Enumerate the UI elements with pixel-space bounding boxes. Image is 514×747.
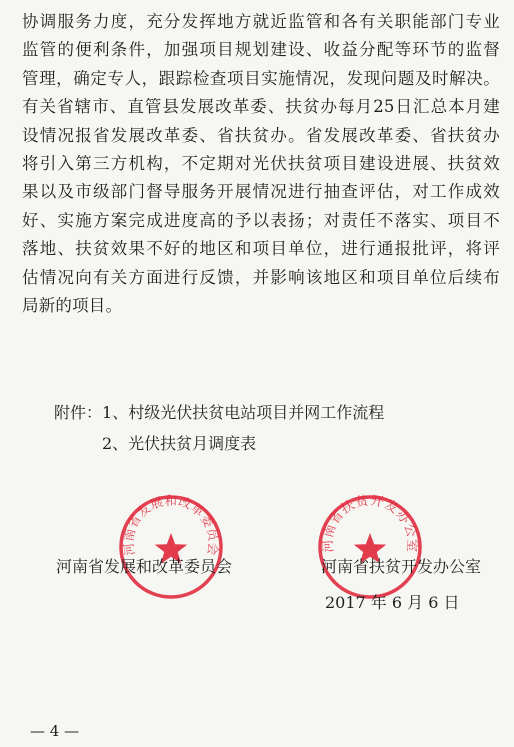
svg-text:河南省发展和改革委员会: 河南省发展和改革委员会	[120, 493, 222, 557]
body-line: 有关省辖市、直管县发展改革委、扶贫办每月25日汇总本月建	[22, 97, 500, 117]
signature-right-org: 河南省扶贫开发办公室	[321, 557, 482, 576]
right-official-seal	[316, 493, 424, 601]
attachment-item-2: 2、光伏扶贫月调度表	[102, 434, 257, 453]
body-line: 设情况报省发展改革委、省扶贫办。省发展改革委、省扶贫办	[22, 125, 500, 145]
left-official-seal	[117, 493, 225, 601]
body-line: 好、实施方案完成进度高的予以表扬；对责任不落实、项目不	[22, 210, 500, 230]
body-line: 估情况向有关方面进行反馈，并影响该地区和项目单位后续布	[22, 267, 500, 287]
body-line: 管理，确定专人，跟踪检查项目实施情况，发现问题及时解决。	[22, 68, 500, 88]
attachments-block	[54, 397, 384, 459]
body-line: 监管的便利条件，加强项目规划建设、收益分配等环节的监督	[22, 40, 500, 60]
attachment-item-1: 1、村级光伏扶贫电站项目并网工作流程	[102, 403, 385, 422]
attachment-label: 附件：	[54, 403, 103, 422]
svg-text:河南省扶贫开发办公室: 河南省扶贫开发办公室	[320, 493, 420, 554]
document-date: 2017 年 6 月 6 日	[325, 593, 460, 612]
attachment-row-1	[54, 397, 384, 428]
attachment-row-2	[54, 428, 384, 459]
body-line: 局新的项目。	[22, 296, 123, 316]
body-line: 将引入第三方机构，不定期对光伏扶贫项目建设进展、扶贫效	[22, 154, 500, 174]
body-line: 协调服务力度，充分发挥地方就近监管和各有关职能部门专业	[22, 12, 500, 31]
body-line: 落地、扶贫效果不好的地区和项目单位，进行通报批评，将评	[22, 239, 500, 259]
body-line: 果以及市级部门督导服务开展情况进行抽查评估，对工作成效	[22, 182, 500, 202]
page-number: — 4 —	[30, 722, 80, 740]
bleed-through-text	[22, 340, 502, 366]
body-paragraph	[22, 8, 500, 320]
signature-left-org: 河南省发展和改革委员会	[56, 557, 233, 576]
